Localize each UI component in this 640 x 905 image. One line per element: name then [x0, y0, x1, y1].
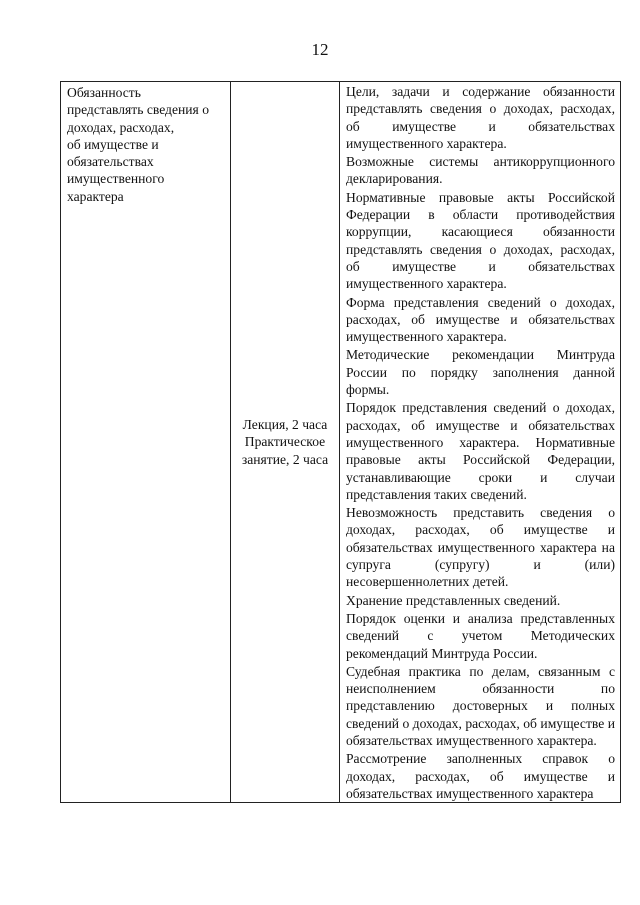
- content-item: Возможные системы антикоррупционного декларирования.: [346, 154, 615, 187]
- content-item: Судебная практика по делам, связанным с неисполнением обязанности по представлению достоверных и полных сведений о доходах, расходах, об имуществе и обязательствах имущественного характера.: [346, 663, 615, 748]
- content-item: Цели, задачи и содержание обязанности представлять сведения о доходах, расходах, об имуществе и обязательствах имущественного характера.: [346, 84, 615, 151]
- page-number: 12: [311, 40, 329, 59]
- content-item: Хранение представленных сведений.: [346, 592, 561, 608]
- content-item: Порядок оценки и анализа представленных сведений с учетом Методических рекомендаций Минтруда России.: [346, 610, 615, 661]
- content-item: Рассмотрение заполненных справок о доходах, расходах, об имуществе и обязательствах имущественного характера: [346, 751, 615, 801]
- content-item: Форма представления сведений о доходах, расходах, об имуществе и обязательствах имущественного характера.: [346, 294, 615, 345]
- content-item: Невозможность представить сведения о доходах, расходах, об имуществе и обязательствах имущественного характера на супруга (супругу) и (или) несовершеннолетних детей.: [346, 505, 615, 590]
- lesson-form-cell: [231, 82, 340, 803]
- lesson-form-line-1: Лекция, 2 часа: [242, 417, 328, 433]
- content-item: Методические рекомендации Минтруда России по порядку заполнения данной формы.: [346, 347, 615, 398]
- topic-text: Обязанность представлять сведения о доходах, расходах, об имуществе и обязательствах имущественного характера: [67, 85, 210, 204]
- lesson-form-line-3: занятие, 2 часа: [241, 451, 329, 467]
- table-row: [61, 82, 621, 803]
- lesson-form-line-2: Практическое: [244, 434, 326, 450]
- topic-cell: [61, 82, 231, 803]
- content-item: Нормативные правовые акты Российской Федерации в области противодействия коррупции, касающиеся обязанности представлять сведения о доходах, расходах, об имуществе и обязательствах имущественного характера.: [346, 189, 615, 292]
- content-cell: [340, 82, 621, 803]
- curriculum-table: [60, 81, 621, 803]
- content-item: Порядок представления сведений о доходах, расходах, об имуществе и обязательствах имущественного характера. Нормативные правовые акты Российской Федерации, устанавливающие сроки и случаи представления таких сведений.: [346, 400, 615, 502]
